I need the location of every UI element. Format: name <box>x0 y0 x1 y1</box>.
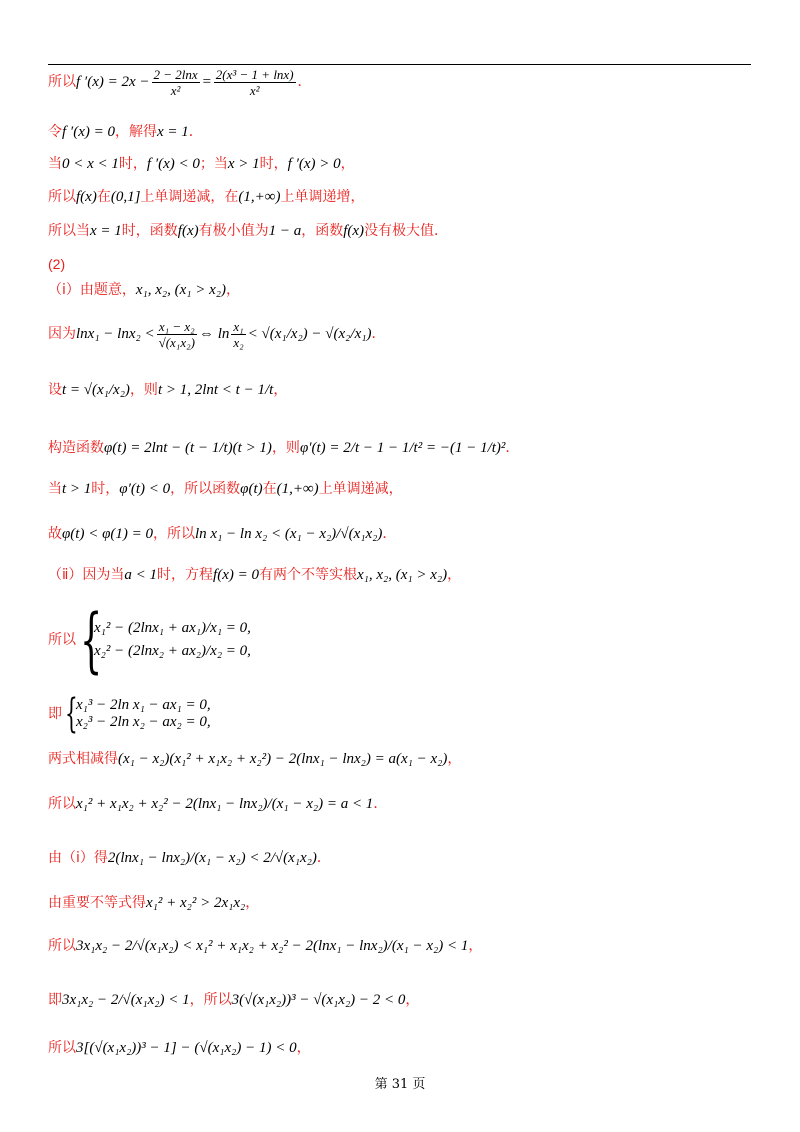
text: ， <box>226 282 240 298</box>
math: x = 1 <box>90 222 122 239</box>
line-monotonicity <box>48 186 760 208</box>
math: f ′(x) < 0 <box>146 155 200 172</box>
line-a-less-than-1 <box>48 784 760 824</box>
text: 时，方程 <box>157 567 214 583</box>
line-factor <box>48 1032 760 1064</box>
math: t > 1 <box>62 480 92 497</box>
line-derivative <box>48 62 760 102</box>
text: 所以 <box>48 632 76 648</box>
math: φ(t) = 2lnt − (t − 1/t)(t > 1) <box>104 439 272 456</box>
math: f ′(x) = 2x − <box>76 73 150 90</box>
text: ， <box>273 382 288 398</box>
fraction <box>231 320 245 349</box>
math: 3x₁x₂ − 2/√(x₁x₂) < 1 <box>62 991 190 1008</box>
text: ． <box>505 440 520 456</box>
text: ，则 <box>129 382 158 398</box>
math: f(x) = 0 <box>213 566 259 583</box>
line-system-1 <box>48 598 760 682</box>
line-system-2 <box>48 691 760 737</box>
math: t > 1, 2lnt < t − 1/t <box>157 381 274 398</box>
text: ． <box>373 796 388 812</box>
text: 即 <box>48 706 62 722</box>
math: 3(√(x₁x₂))³ − √(x₁x₂) − 2 < 0 <box>231 991 406 1008</box>
line-am-gm <box>48 892 760 914</box>
line-part-ii <box>48 564 760 586</box>
line-chain-inequality <box>48 926 760 966</box>
math: x = 1 <box>156 123 189 140</box>
text: 时，函数 <box>121 223 178 239</box>
text: 当 <box>48 156 62 172</box>
math: = <box>201 73 212 90</box>
text: ， <box>340 156 355 172</box>
line-from-part-i <box>48 838 760 878</box>
math: f(x) <box>177 222 199 239</box>
numerator: 2(x³ − 1 + lnx) <box>215 66 294 82</box>
math: t = √(x₁/x₂) <box>62 381 130 398</box>
left-brace: { <box>65 691 78 737</box>
text: 因为 <box>48 326 76 342</box>
math: (0,1] <box>110 188 141 205</box>
denominator: √(x₁x₂) <box>158 334 195 350</box>
math: 3[(√(x₁x₂))³ − 1] − (√(x₁x₂) − 1) < 0 <box>76 1039 297 1056</box>
equation-system <box>76 698 211 730</box>
text: ． <box>316 850 331 866</box>
text: 构造函数 <box>48 440 104 456</box>
line-construct-function <box>48 428 760 468</box>
text: 所以 <box>48 938 76 954</box>
math: x > 1 <box>227 155 260 172</box>
text: ． <box>371 326 386 342</box>
text: ，解得 <box>114 124 157 140</box>
text: 在 <box>96 189 111 205</box>
text: ， <box>245 895 260 911</box>
text: 两式相减得 <box>48 751 118 767</box>
text: 令 <box>48 124 62 140</box>
text: 时， <box>118 156 147 172</box>
text: （ⅰ）由题意， <box>48 282 136 298</box>
text: 时， <box>259 156 288 172</box>
numerator: x₁ − x₂ <box>158 318 195 334</box>
text: ，则 <box>271 440 300 456</box>
line-conclusion-i <box>48 514 760 554</box>
equation-row: x₁² − (2lnx₁ + ax₁)/x₁ = 0, <box>94 620 251 636</box>
text: 当 <box>48 481 62 497</box>
text: ， <box>447 567 462 583</box>
math: 1 − a <box>268 222 302 239</box>
text: ， <box>405 992 420 1008</box>
math: 2(lnx₁ − lnx₂)/(x₁ − x₂) < 2/√(x₁x₂) <box>107 849 317 866</box>
equation-row: x₂³ − 2ln x₂ − ax₂ = 0, <box>76 714 211 730</box>
fraction <box>214 68 296 97</box>
text: ． <box>382 526 397 542</box>
text: 由重要不等式得 <box>48 895 146 911</box>
line-cubic-inequality <box>48 980 760 1020</box>
left-brace: { <box>80 599 103 681</box>
text: ，所以函数 <box>170 481 241 497</box>
math: f ′(x) = 0 <box>62 123 115 140</box>
text: 故 <box>48 526 62 542</box>
math: x₁² + x₂² > 2x₁x₂ <box>146 894 246 911</box>
line-critical-point <box>48 122 760 142</box>
line-extremum <box>48 220 760 242</box>
text: 所以 <box>48 796 76 812</box>
line-part-i <box>48 280 760 300</box>
equation-system <box>94 621 251 659</box>
text: 由（ⅰ）得 <box>48 850 108 866</box>
numerator: 2 − 2lnx <box>153 66 198 82</box>
text: ． <box>188 124 203 140</box>
math: a < 1 <box>124 566 158 583</box>
math: f(x) <box>76 188 97 205</box>
equation-row: x₂² − (2lnx₂ + ax₂)/x₂ = 0, <box>94 643 251 659</box>
text: ，所以 <box>153 526 195 542</box>
text: ，函数 <box>301 223 344 239</box>
equation-row: x₁³ − 2ln x₁ − ax₁ = 0, <box>76 697 211 713</box>
text: 设 <box>48 382 62 398</box>
math: 3x₁x₂ − 2/√(x₁x₂) < x₁² + x₁x₂ + x₂² − 2(lnx₁ − lnx₂)/(x₁ − x₂) < 1 <box>76 937 469 954</box>
denominator: x₂ <box>233 334 244 350</box>
math: (1,+∞) <box>238 188 281 205</box>
line-inequality-equivalence <box>48 312 760 356</box>
math: < √(x₁/x₂) − √(x₂/x₁) <box>247 325 372 342</box>
math: (1,+∞) <box>276 480 319 497</box>
text: 上单调递增， <box>280 189 365 205</box>
text: 没有极大值． <box>364 223 449 239</box>
text: 时， <box>91 481 120 497</box>
part-2-heading <box>48 254 760 274</box>
math: x₁, x₂, (x₁ > x₂) <box>135 281 226 298</box>
math: φ′(t) = 2/t − 1 − 1/t² = −(1 − 1/t)² <box>299 439 506 456</box>
page-number: 第 31 页 <box>374 1077 426 1092</box>
text: ， <box>468 938 483 954</box>
text: ， <box>447 751 462 767</box>
text: 在 <box>262 481 277 497</box>
fraction <box>152 68 200 97</box>
line-subtract <box>48 748 760 770</box>
numerator: x₁ <box>233 318 244 334</box>
text: 上单调递减， <box>318 481 403 497</box>
text: 有极小值为 <box>198 223 269 239</box>
math: (x₁ − x₂)(x₁² + x₁x₂ + x₂²) − 2(lnx₁ − lnx₂) = a(x₁ − x₂) <box>118 750 448 767</box>
text: ，所以 <box>189 992 232 1008</box>
math: φ(t) <box>240 480 263 497</box>
denominator: x² <box>170 82 181 98</box>
text: 所以 <box>48 74 76 90</box>
math: ln x₁ − ln x₂ < (x₁ − x₂)/√(x₁x₂) <box>195 525 383 542</box>
math: φ′(t) < 0 <box>119 480 171 497</box>
fraction <box>157 320 197 349</box>
denominator: x² <box>249 82 260 98</box>
math: φ(t) < φ(1) = 0 <box>62 525 153 542</box>
text: 所以当 <box>48 223 90 239</box>
math: lnx₁ − lnx₂ < <box>76 325 155 342</box>
math: ⇔ ln <box>198 325 230 342</box>
math: f ′(x) > 0 <box>287 155 341 172</box>
line-phi-decreasing <box>48 478 760 500</box>
text: 即 <box>48 992 62 1008</box>
text: （ⅱ）因为当 <box>48 567 125 583</box>
text: 上单调递减，在 <box>140 189 239 205</box>
math: x₁, x₂, (x₁ > x₂) <box>356 566 448 583</box>
text: ；当 <box>199 156 228 172</box>
line-substitution <box>48 370 760 410</box>
text: 有两个不等实根 <box>258 567 357 583</box>
math: x₁² + x₁x₂ + x₂² − 2(lnx₁ − lnx₂)/(x₁ − x₂) = a < 1 <box>76 795 374 812</box>
text: 所以 <box>48 1040 76 1056</box>
text: (2) <box>48 256 66 272</box>
text: 所以 <box>48 189 76 205</box>
text: ， <box>296 1040 311 1056</box>
math: 0 < x < 1 <box>62 155 119 172</box>
math: f(x) <box>343 222 365 239</box>
text: ． <box>297 74 312 90</box>
line-sign-analysis <box>48 154 760 174</box>
